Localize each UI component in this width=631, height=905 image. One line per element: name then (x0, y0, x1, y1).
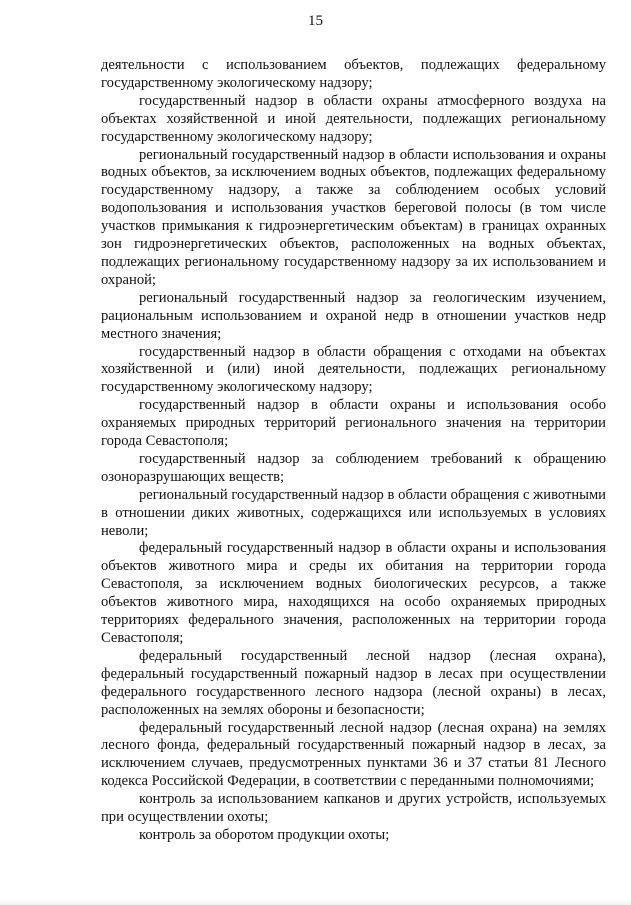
paragraph-water-objects: региональный государственный надзор в области использования и охраны водных объектов, за исключением водных объектов, подлежащих федеральному государственному надзору, а также за соблюдением особых условий водопользования и использования участков береговой полосы (в том числе участков примыкания к гидроэнергетическим объектам) в границах охранных зон гидроэнергетических объектов, расположенных на водных объектах, подлежащих региональному государственному надзору за их использованием и охраной; (101, 146, 606, 288)
paragraph-subsoil: региональный государственный надзор за геологическим изучением, рациональным использованием и охраной недр в отношении участков недр местного значения; (101, 289, 606, 342)
paragraph-continuation: деятельности с использованием объектов, подлежащих федеральному государственному экологическому надзору; (101, 57, 606, 91)
paragraph-wildlife: федеральный государственный надзор в области охраны и использования объектов животного мира и среды их обитания на территории города Севастополя, за исключением водных биологических ресурсов, а также объектов животного мира, находящихся на особо охраняемых природных территориях федерального значения, расположенных на территории города Севастополя; (101, 540, 606, 646)
paragraph-traps: контроль за использованием капканов и других устройств, используемых при осуществлении охоты; (101, 791, 606, 826)
paragraph-ozone: государственный надзор за соблюдением требований к обращению озоноразрушающих веществ; (101, 450, 606, 485)
paragraph-hunting-products: контроль за оборотом продукции охоты; (139, 826, 390, 843)
page-number: 15 (308, 13, 323, 29)
paragraph-air-protection: государственный надзор в области охраны атмосферного воздуха на объектах хозяйственной и иной деятельности, подлежащих региональному государственному экологическому надзору; (101, 92, 606, 145)
paragraph-forest-defense-lands: федеральный государственный лесной надзор (лесная охрана), федеральный государственный пожарный надзор в лесах при осуществлении федерального государственного лесного надзора (лесной охраны) в лесах, расположенных на землях обороны и безопасности; (101, 647, 606, 718)
document-body (101, 57, 606, 845)
scan-bottom-edge (0, 899, 631, 905)
paragraph-waste: государственный надзор в области обращения с отходами на объектах хозяйственной и (или) иной деятельности, подлежащих региональному государственному экологическому надзору; (101, 343, 606, 396)
paragraph-protected-areas: государственный надзор в области охраны и использования особо охраняемых природных территорий регионального значения на территории города Севастополя; (101, 397, 606, 450)
paragraph-captive-animals: региональный государственный надзор в области обращения с животными в отношении диких животных, содержащихся или используемых в условиях неволи; (101, 486, 606, 539)
paragraph-forest-fund-lands: федеральный государственный лесной надзор (лесная охрана) на землях лесного фонда, федеральный государственный пожарный надзор в лесах, за исключением случаев, предусмотренных пунктами 36 и 37 статьи 81 Лесного кодекса Российской Федерации, в соответствии с переданными полномочиями; (101, 719, 606, 790)
